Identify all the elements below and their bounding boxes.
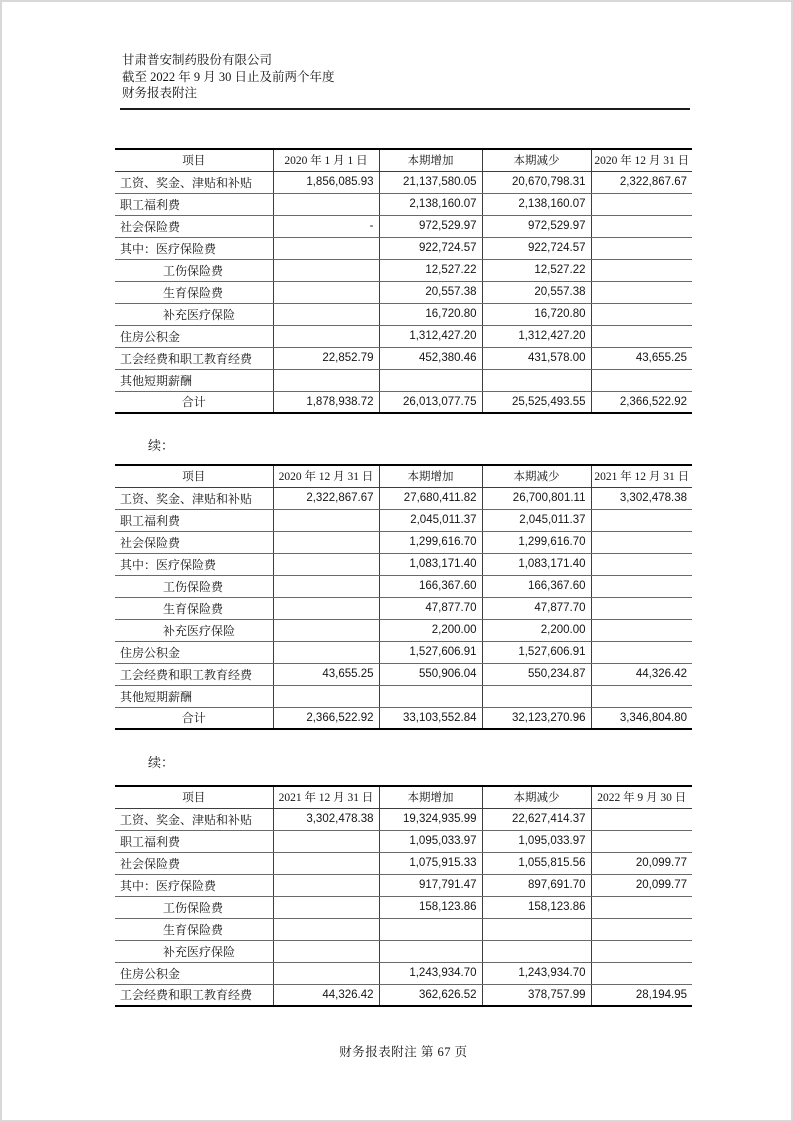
amount-cell xyxy=(273,509,379,531)
amount-cell: 2,138,160.07 xyxy=(482,193,591,215)
table-row xyxy=(115,347,692,369)
amount-cell: 3,302,478.38 xyxy=(273,808,379,830)
table-row xyxy=(115,237,692,259)
table-row xyxy=(115,896,692,918)
amount-cell: - xyxy=(273,215,379,237)
column-header: 2020 年 12 月 31 日 xyxy=(591,149,692,171)
amount-cell xyxy=(273,940,379,962)
amount-cell: 2,138,160.07 xyxy=(379,193,482,215)
amount-cell: 32,123,270.96 xyxy=(482,707,591,729)
table-row xyxy=(115,391,692,413)
amount-cell xyxy=(591,509,692,531)
column-header: 2021 年 12 月 31 日 xyxy=(591,465,692,487)
table-row xyxy=(115,281,692,303)
row-label: 职工福利费 xyxy=(115,509,273,531)
amount-cell: 47,877.70 xyxy=(379,597,482,619)
page-footer: 财务报表附注 第 67 页 xyxy=(339,1045,468,1059)
amount-cell: 19,324,935.99 xyxy=(379,808,482,830)
row-label: 工资、奖金、津贴和补贴 xyxy=(115,808,273,830)
table-row xyxy=(115,852,692,874)
amount-cell xyxy=(591,553,692,575)
amount-cell: 1,312,427.20 xyxy=(379,325,482,347)
document-header xyxy=(122,52,335,102)
table-row xyxy=(115,685,692,707)
amount-cell: 917,791.47 xyxy=(379,874,482,896)
amount-cell: 3,302,478.38 xyxy=(591,487,692,509)
amount-cell: 21,137,580.05 xyxy=(379,171,482,193)
header-divider-line xyxy=(120,108,690,110)
amount-cell: 43,655.25 xyxy=(273,663,379,685)
table-row xyxy=(115,553,692,575)
amount-cell xyxy=(591,215,692,237)
amount-cell: 1,095,033.97 xyxy=(379,830,482,852)
report-period: 截至 2022 年 9 月 30 日止及前两个年度 xyxy=(122,69,335,84)
amount-cell xyxy=(273,830,379,852)
amount-cell: 1,527,606.91 xyxy=(482,641,591,663)
table-header-row xyxy=(115,149,692,171)
amount-cell xyxy=(591,685,692,707)
amount-cell: 2,322,867.67 xyxy=(273,487,379,509)
amount-cell: 1,243,934.70 xyxy=(482,962,591,984)
amount-cell xyxy=(273,597,379,619)
amount-cell: 897,691.70 xyxy=(482,874,591,896)
amount-cell: 922,724.57 xyxy=(482,237,591,259)
row-label: 工伤保险费 xyxy=(115,575,273,597)
amount-cell xyxy=(273,531,379,553)
amount-cell xyxy=(591,619,692,641)
amount-cell: 158,123.86 xyxy=(482,896,591,918)
row-label: 其中：医疗保险费 xyxy=(115,553,273,575)
row-label: 社会保险费 xyxy=(115,215,273,237)
table-row xyxy=(115,830,692,852)
amount-cell xyxy=(591,531,692,553)
amount-cell: 452,380.46 xyxy=(379,347,482,369)
amount-cell xyxy=(273,962,379,984)
row-label: 工会经费和职工教育经费 xyxy=(115,984,273,1006)
row-label: 补充医疗保险 xyxy=(115,940,273,962)
amount-cell xyxy=(273,918,379,940)
amount-cell xyxy=(273,685,379,707)
amount-cell xyxy=(591,575,692,597)
amount-cell: 16,720.80 xyxy=(379,303,482,325)
row-label: 社会保险费 xyxy=(115,852,273,874)
amount-cell: 22,627,414.37 xyxy=(482,808,591,830)
amount-cell xyxy=(379,369,482,391)
amount-cell: 378,757.99 xyxy=(482,984,591,1006)
amount-cell xyxy=(273,852,379,874)
amount-cell: 1,055,815.56 xyxy=(482,852,591,874)
row-label: 其中：医疗保险费 xyxy=(115,874,273,896)
amount-cell: 1,299,616.70 xyxy=(482,531,591,553)
amount-cell: 1,095,033.97 xyxy=(482,830,591,852)
amount-cell: 922,724.57 xyxy=(379,237,482,259)
column-header: 本期减少 xyxy=(482,786,591,808)
amount-cell: 20,557.38 xyxy=(379,281,482,303)
table-row xyxy=(115,487,692,509)
amount-cell xyxy=(591,281,692,303)
amount-cell xyxy=(591,641,692,663)
amount-cell: 1,299,616.70 xyxy=(379,531,482,553)
row-label: 合计 xyxy=(115,391,273,413)
table-row xyxy=(115,663,692,685)
column-header: 项目 xyxy=(115,786,273,808)
amount-cell xyxy=(591,325,692,347)
row-label: 住房公积金 xyxy=(115,641,273,663)
table-row xyxy=(115,575,692,597)
amount-cell: 1,083,171.40 xyxy=(379,553,482,575)
table-row xyxy=(115,193,692,215)
column-header: 2020 年 12 月 31 日 xyxy=(273,465,379,487)
row-label: 工会经费和职工教育经费 xyxy=(115,347,273,369)
report-title: 财务报表附注 xyxy=(122,86,198,100)
table-row xyxy=(115,619,692,641)
row-label: 合计 xyxy=(115,707,273,729)
table-row xyxy=(115,325,692,347)
row-label: 工会经费和职工教育经费 xyxy=(115,663,273,685)
amount-cell xyxy=(273,641,379,663)
amount-cell xyxy=(273,896,379,918)
row-label: 社会保险费 xyxy=(115,531,273,553)
row-label: 补充医疗保险 xyxy=(115,619,273,641)
amount-cell: 3,346,804.80 xyxy=(591,707,692,729)
row-label: 生育保险费 xyxy=(115,281,273,303)
amount-cell xyxy=(591,259,692,281)
amount-cell xyxy=(273,874,379,896)
row-label: 工伤保险费 xyxy=(115,259,273,281)
amount-cell: 1,083,171.40 xyxy=(482,553,591,575)
table-row xyxy=(115,940,692,962)
amount-cell: 550,234.87 xyxy=(482,663,591,685)
row-label: 职工福利费 xyxy=(115,830,273,852)
amount-cell xyxy=(273,281,379,303)
amount-cell xyxy=(273,619,379,641)
amount-cell xyxy=(273,237,379,259)
row-label: 补充医疗保险 xyxy=(115,303,273,325)
table-row xyxy=(115,707,692,729)
amount-cell: 2,366,522.92 xyxy=(273,707,379,729)
row-label: 工资、奖金、津贴和补贴 xyxy=(115,171,273,193)
amount-cell: 2,200.00 xyxy=(482,619,591,641)
payroll-table-2020 xyxy=(115,148,692,414)
table-header-row xyxy=(115,786,692,808)
amount-cell xyxy=(591,808,692,830)
table-row xyxy=(115,984,692,1006)
amount-cell xyxy=(273,369,379,391)
table-row xyxy=(115,215,692,237)
table-row xyxy=(115,962,692,984)
amount-cell: 16,720.80 xyxy=(482,303,591,325)
table-row xyxy=(115,874,692,896)
row-label: 其他短期薪酬 xyxy=(115,685,273,707)
table-row xyxy=(115,509,692,531)
amount-cell xyxy=(273,303,379,325)
amount-cell: 44,326.42 xyxy=(591,663,692,685)
amount-cell xyxy=(482,940,591,962)
amount-cell: 12,527.22 xyxy=(379,259,482,281)
table-header-row xyxy=(115,465,692,487)
column-header: 本期减少 xyxy=(482,149,591,171)
amount-cell xyxy=(482,369,591,391)
amount-cell: 20,670,798.31 xyxy=(482,171,591,193)
row-label: 生育保险费 xyxy=(115,918,273,940)
amount-cell xyxy=(591,962,692,984)
amount-cell xyxy=(482,918,591,940)
amount-cell: 166,367.60 xyxy=(482,575,591,597)
payroll-table-2021 xyxy=(115,464,692,730)
column-header: 2020 年 1 月 1 日 xyxy=(273,149,379,171)
amount-cell: 1,075,915.33 xyxy=(379,852,482,874)
table-row xyxy=(115,808,692,830)
amount-cell: 2,200.00 xyxy=(379,619,482,641)
row-label: 工伤保险费 xyxy=(115,896,273,918)
table-row xyxy=(115,259,692,281)
amount-cell: 1,878,938.72 xyxy=(273,391,379,413)
row-label: 工资、奖金、津贴和补贴 xyxy=(115,487,273,509)
amount-cell: 1,856,085.93 xyxy=(273,171,379,193)
table-row xyxy=(115,918,692,940)
amount-cell: 2,322,867.67 xyxy=(591,171,692,193)
table-row xyxy=(115,171,692,193)
amount-cell: 1,312,427.20 xyxy=(482,325,591,347)
amount-cell: 550,906.04 xyxy=(379,663,482,685)
amount-cell: 20,099.77 xyxy=(591,874,692,896)
amount-cell: 12,527.22 xyxy=(482,259,591,281)
column-header: 本期增加 xyxy=(379,149,482,171)
amount-cell: 22,852.79 xyxy=(273,347,379,369)
column-header: 项目 xyxy=(115,465,273,487)
amount-cell: 1,527,606.91 xyxy=(379,641,482,663)
amount-cell: 362,626.52 xyxy=(379,984,482,1006)
amount-cell xyxy=(273,259,379,281)
amount-cell xyxy=(379,918,482,940)
amount-cell xyxy=(379,685,482,707)
table-row xyxy=(115,303,692,325)
amount-cell: 1,243,934.70 xyxy=(379,962,482,984)
row-label: 其中：医疗保险费 xyxy=(115,237,273,259)
amount-cell xyxy=(273,575,379,597)
row-label: 职工福利费 xyxy=(115,193,273,215)
amount-cell: 27,680,411.82 xyxy=(379,487,482,509)
amount-cell xyxy=(273,193,379,215)
amount-cell: 44,326.42 xyxy=(273,984,379,1006)
company-name: 甘肃普安制药股份有限公司 xyxy=(122,53,273,67)
column-header: 本期减少 xyxy=(482,465,591,487)
column-header: 2022 年 9 月 30 日 xyxy=(591,786,692,808)
amount-cell: 158,123.86 xyxy=(379,896,482,918)
amount-cell: 166,367.60 xyxy=(379,575,482,597)
amount-cell: 26,700,801.11 xyxy=(482,487,591,509)
row-label: 生育保险费 xyxy=(115,597,273,619)
row-label: 住房公积金 xyxy=(115,962,273,984)
amount-cell xyxy=(591,896,692,918)
row-label: 其他短期薪酬 xyxy=(115,369,273,391)
amount-cell xyxy=(591,303,692,325)
table-row xyxy=(115,531,692,553)
amount-cell xyxy=(273,325,379,347)
amount-cell: 20,557.38 xyxy=(482,281,591,303)
amount-cell xyxy=(591,193,692,215)
amount-cell: 33,103,552.84 xyxy=(379,707,482,729)
amount-cell: 2,366,522.92 xyxy=(591,391,692,413)
amount-cell: 26,013,077.75 xyxy=(379,391,482,413)
amount-cell: 20,099.77 xyxy=(591,852,692,874)
continued-label-1: 续： xyxy=(148,438,175,453)
amount-cell xyxy=(591,940,692,962)
amount-cell xyxy=(482,685,591,707)
amount-cell xyxy=(591,369,692,391)
amount-cell: 431,578.00 xyxy=(482,347,591,369)
amount-cell: 2,045,011.37 xyxy=(379,509,482,531)
table-row xyxy=(115,641,692,663)
amount-cell xyxy=(591,918,692,940)
amount-cell: 972,529.97 xyxy=(379,215,482,237)
column-header: 本期增加 xyxy=(379,786,482,808)
column-header: 本期增加 xyxy=(379,465,482,487)
amount-cell: 2,045,011.37 xyxy=(482,509,591,531)
row-label: 住房公积金 xyxy=(115,325,273,347)
amount-cell: 972,529.97 xyxy=(482,215,591,237)
amount-cell: 28,194.95 xyxy=(591,984,692,1006)
amount-cell xyxy=(273,553,379,575)
amount-cell xyxy=(591,237,692,259)
payroll-table-2022 xyxy=(115,785,692,1007)
amount-cell xyxy=(591,830,692,852)
continued-label-2: 续： xyxy=(148,755,175,770)
column-header: 项目 xyxy=(115,149,273,171)
amount-cell: 43,655.25 xyxy=(591,347,692,369)
amount-cell xyxy=(379,940,482,962)
amount-cell xyxy=(591,597,692,619)
table-row xyxy=(115,597,692,619)
amount-cell: 47,877.70 xyxy=(482,597,591,619)
column-header: 2021 年 12 月 31 日 xyxy=(273,786,379,808)
table-row xyxy=(115,369,692,391)
amount-cell: 25,525,493.55 xyxy=(482,391,591,413)
